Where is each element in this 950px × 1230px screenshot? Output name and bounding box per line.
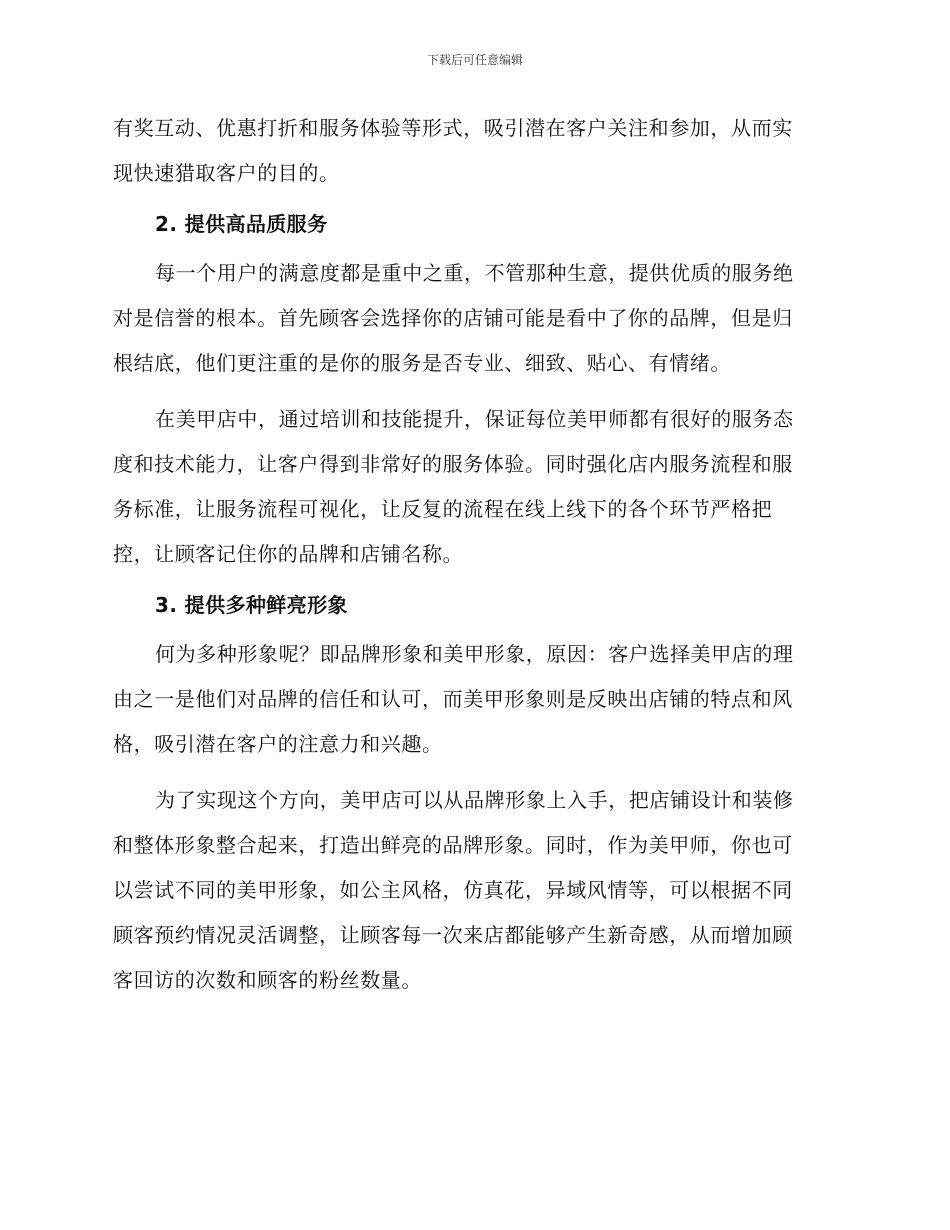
page-header-note: 下载后可任意编辑 <box>426 53 523 67</box>
text-line: 控，让顾客记住你的品牌和店铺名称。 <box>113 542 464 566</box>
intro-paragraph <box>113 106 833 196</box>
text-line: 顾客预约情况灵活调整，让顾客每一次来店都能够产生新奇感，从而增加顾 <box>113 923 793 947</box>
text-line: 以尝试不同的美甲形象，如公主风格，仿真花，异域风情等，可以根据不同 <box>113 878 793 902</box>
text-line: 何为多种形象呢？即品牌形象和美甲形象，原因：客户选择美甲店的理 <box>155 642 794 666</box>
text-line: 根结底，他们更注重的是你的服务是否专业、细致、贴心、有情绪。 <box>113 351 731 375</box>
text-line: 现快速猎取客户的目的。 <box>113 161 340 185</box>
text-line: 度和技术能力，让客户得到非常好的服务体验。同时强化店内服务流程和服 <box>113 452 793 476</box>
text-line: 在美甲店中，通过培训和技能提升，保证每位美甲师都有很好的服务态 <box>155 407 794 431</box>
section2-paragraph-1 <box>113 251 833 386</box>
document-body <box>113 106 833 1003</box>
text-line: 和整体形象整合起来，打造出鲜亮的品牌形象。同时，作为美甲师，你也可 <box>113 833 793 857</box>
text-line: 对是信誉的根本。首先顾客会选择你的店铺可能是看中了你的品牌，但是归 <box>113 306 793 330</box>
text-line: 由之一是他们对品牌的信任和认可，而美甲形象则是反映出店铺的特点和风 <box>113 687 793 711</box>
section3-paragraph-1 <box>113 632 833 767</box>
section2-paragraph-2 <box>113 397 833 577</box>
section-heading-2: 2. 提供高品质服务 <box>155 212 328 236</box>
text-line: 为了实现这个方向，美甲店可以从品牌形象上入手，把店铺设计和装修 <box>155 788 794 812</box>
text-line: 有奖互动、优惠打折和服务体验等形式，吸引潜在客户关注和参加，从而实 <box>113 116 793 140</box>
section-heading-3: 3. 提供多种鲜亮形象 <box>155 593 348 617</box>
text-line: 每一个用户的满意度都是重中之重，不管那种生意，提供优质的服务绝 <box>155 261 794 285</box>
text-line: 务标准，让服务流程可视化，让反复的流程在线上线下的各个环节严格把 <box>113 497 773 521</box>
section3-paragraph-2 <box>113 778 833 1003</box>
text-line: 格，吸引潜在客户的注意力和兴趣。 <box>113 732 443 756</box>
text-line: 客回访的次数和顾客的粉丝数量。 <box>113 968 422 992</box>
